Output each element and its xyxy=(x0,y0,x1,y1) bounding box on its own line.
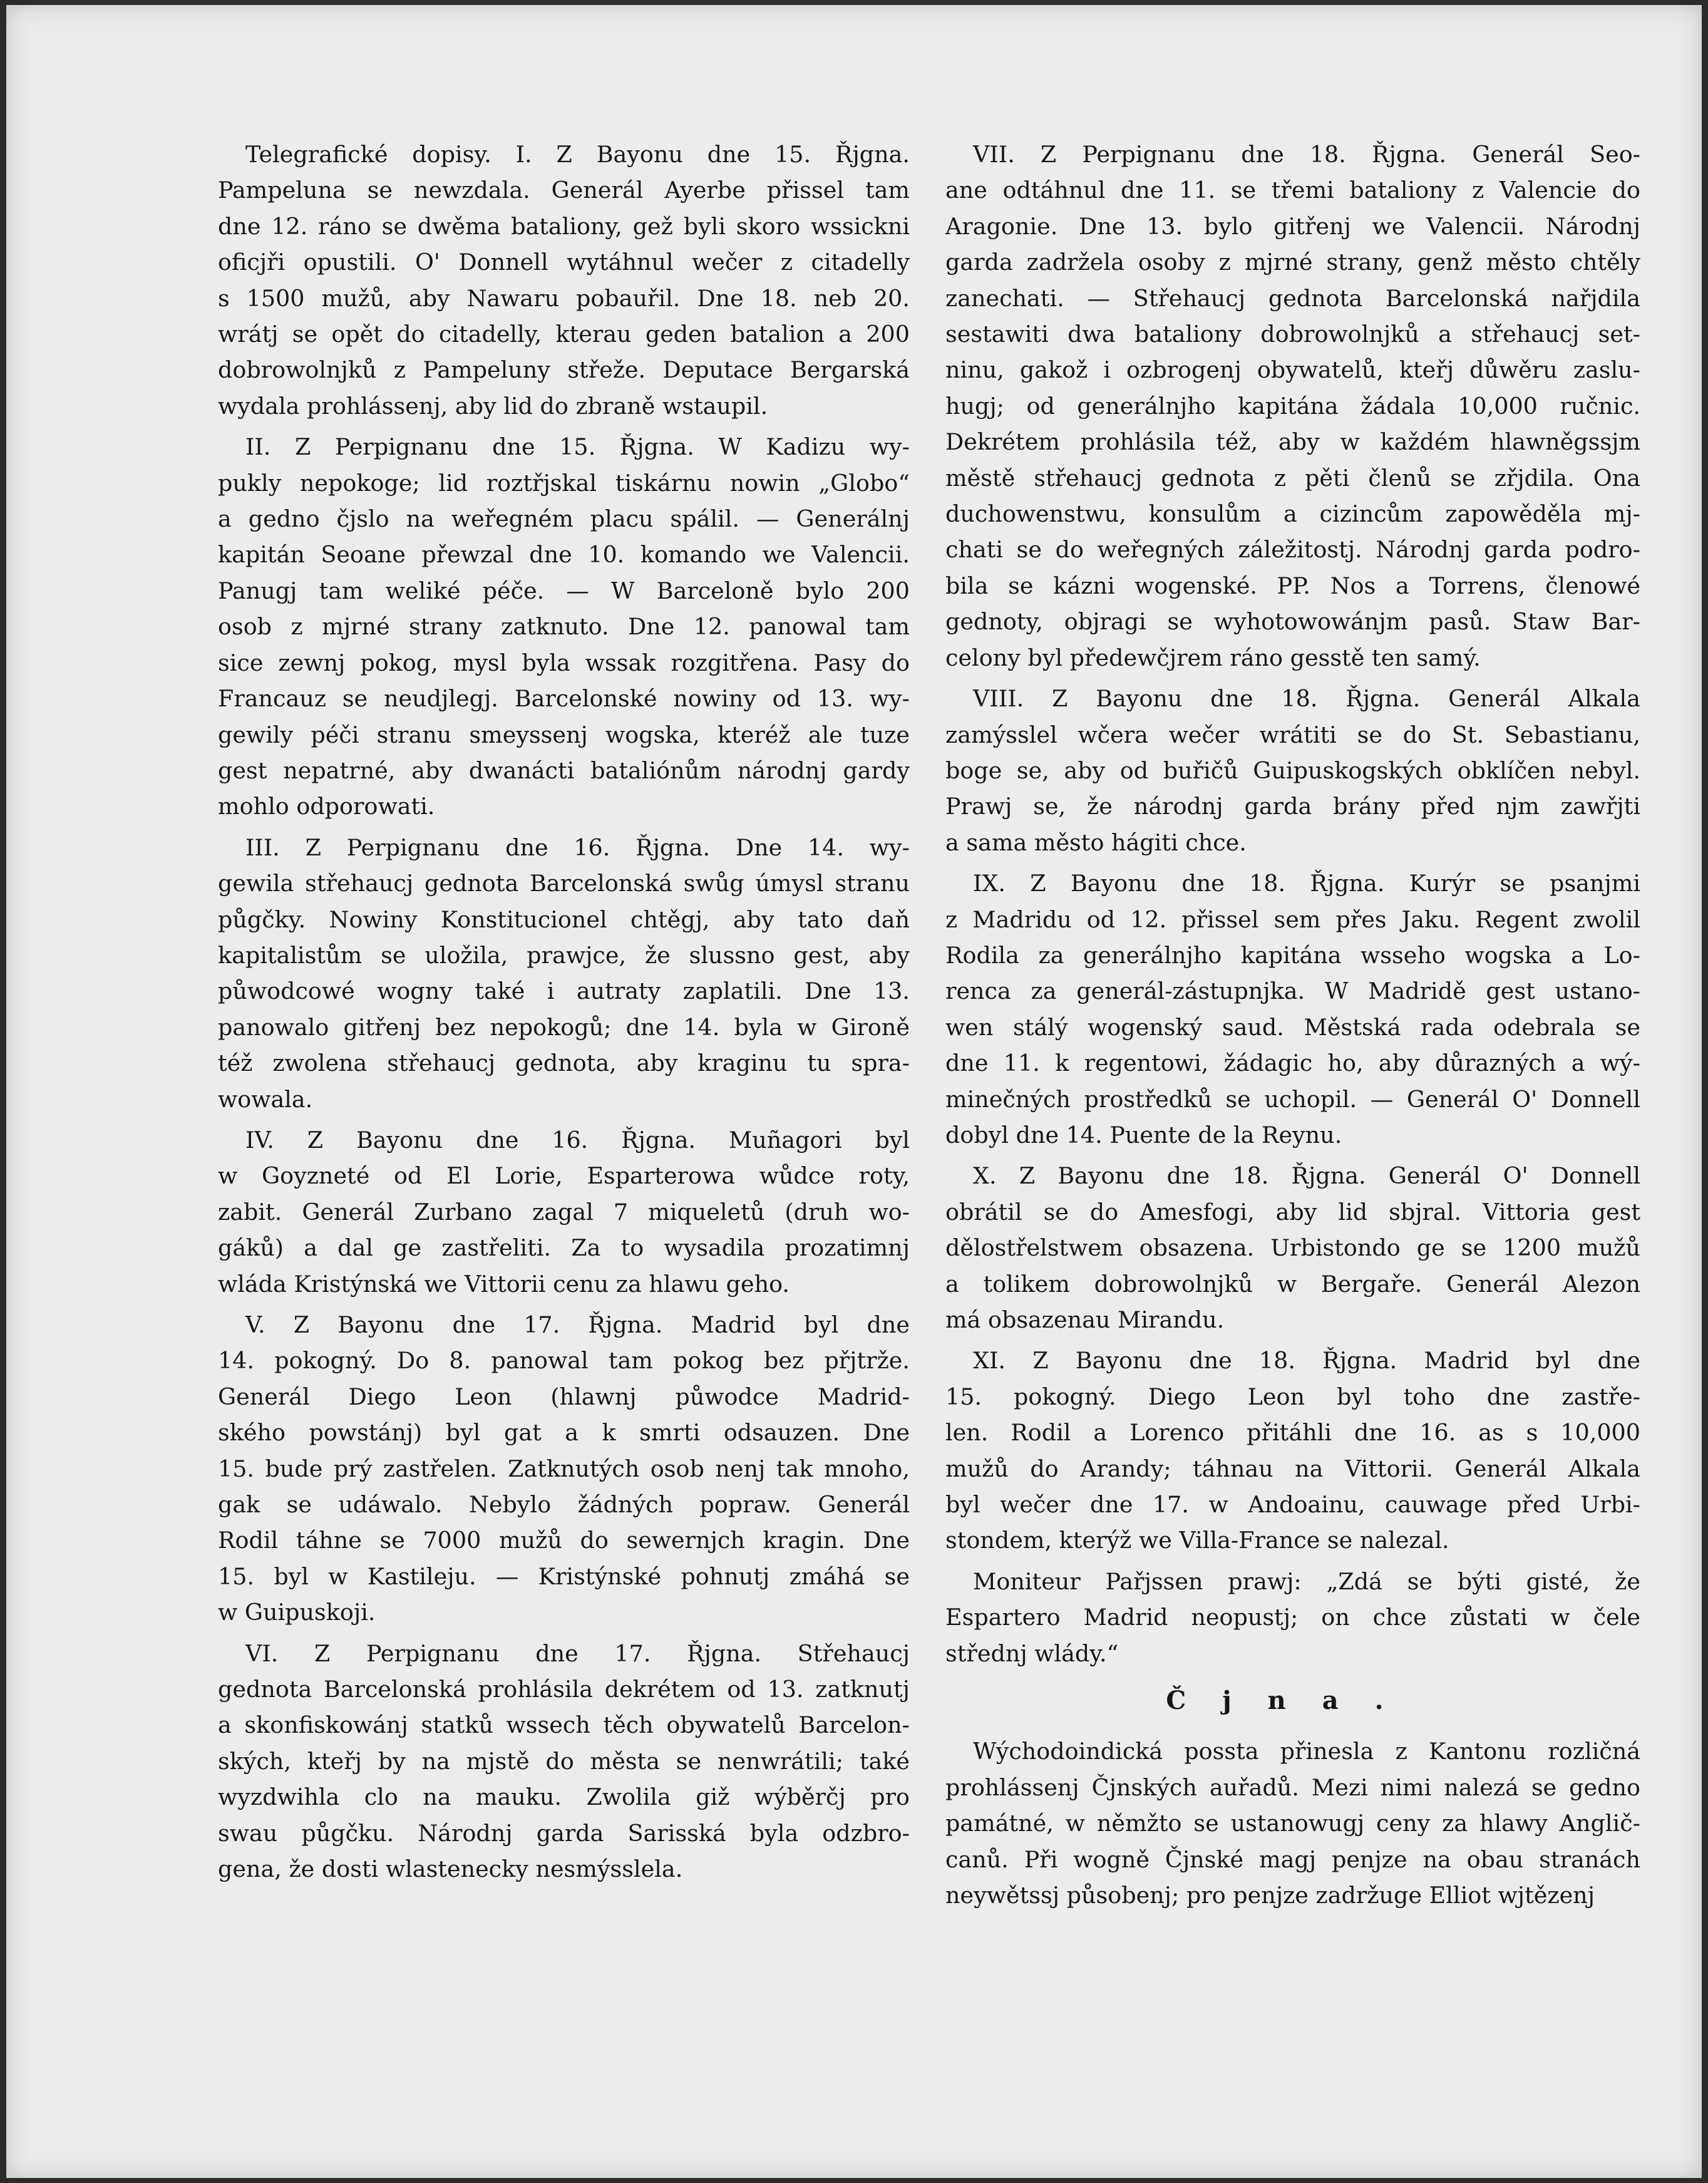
text-line: 15. bude prý zastřelen. Zatknutých osob nenj tak mnoho, xyxy=(218,1455,910,1482)
article-paragraph xyxy=(945,1343,1640,1558)
text-line: Generál Diego Leon (hlawnj půwodce Madrid- xyxy=(218,1383,910,1410)
text-line: w Goyzneté od El Lorie, Esparterowa wůdce roty, xyxy=(218,1162,910,1190)
text-line: VI. Z Perpignanu dne 17. Řjgna. Střehaucj xyxy=(245,1639,910,1667)
text-line: Prawj se, že národnj garda brány před njm zawřjti xyxy=(945,793,1640,820)
text-line: osob z mjrné strany zatknuto. Dne 12. panowal tam xyxy=(218,613,910,641)
article-paragraph xyxy=(945,865,1640,1153)
text-line: dne 11. k regentowi, žádagic ho, aby důrazných a wý- xyxy=(945,1050,1640,1077)
text-line: a sama město hágiti chce. xyxy=(945,828,1247,856)
text-line: sestawiti dwa bataliony dobrowolnjků a střehaucj set- xyxy=(945,321,1640,348)
article-paragraph xyxy=(945,1158,1640,1338)
text-line: wydala prohlássenj, aby lid do zbraně wstaupil. xyxy=(218,392,768,420)
text-line: Dekrétem prohlásila též, aby w každém hlawněgssjm xyxy=(945,428,1640,456)
text-line: prohlássenj Čjnských auřadů. Mezi nimi nalezá se gedno xyxy=(945,1773,1640,1801)
text-line: a gedno čjslo na weřegném placu spálil. — Generálnj xyxy=(218,505,910,533)
text-line: mohlo odporowati. xyxy=(218,793,435,820)
text-line: renca za generál-zástupnjka. W Madridě gest ustano- xyxy=(945,978,1640,1005)
text-line: s 1500 mužů, aby Nawaru pobauřil. Dne 18. neb 20. xyxy=(218,284,910,312)
text-line: len. Rodil a Lorenco přitáhli dne 16. as s 10,000 xyxy=(945,1419,1640,1447)
text-line: II. Z Perpignanu dne 15. Řjgna. W Kadizu wy- xyxy=(245,433,910,461)
text-line: hugj; od generálnjho kapitána žádala 10,000 ručnic. xyxy=(945,392,1640,420)
text-line: městě střehaucj gednota z pěti členů se zřjdila. Ona xyxy=(945,464,1640,492)
text-line: Rodil táhne se 7000 mužů do sewernjch kragin. Dne xyxy=(218,1527,910,1554)
text-line: památné, w němžto se ustanowugj ceny za hlawy Anglič- xyxy=(945,1810,1640,1837)
text-line: gena, že dosti wlastenecky nesmýsslela. xyxy=(218,1855,683,1883)
text-line: X. Z Bayonu dne 18. Řjgna. Generál O' Donnell xyxy=(973,1162,1640,1190)
text-line: ane odtáhnul dne 11. se třemi bataliony z Valencie do xyxy=(945,177,1640,204)
text-line: wláda Kristýnská we Vittorii cenu za hlawu geho. xyxy=(218,1270,790,1298)
text-line: w Guipuskoji. xyxy=(218,1599,376,1626)
text-line: pukly nepokoge; lid roztřjskal tiskárnu nowin „Globo“ xyxy=(218,469,910,497)
text-line: IX. Z Bayonu dne 18. Řjgna. Kurýr se psanjmi xyxy=(973,870,1640,897)
text-line: Moniteur Pařjssen prawj: „Zdá se býti gisté, že xyxy=(973,1567,1640,1595)
text-line: dělostřelstwem obsazena. Urbistondo ge se 1200 mužů xyxy=(945,1234,1640,1262)
text-line: 15. pokogný. Diego Leon byl toho dne zastře- xyxy=(945,1383,1640,1410)
text-line: stondem, kterýž we Villa-France se nalezal. xyxy=(945,1527,1449,1554)
text-line: wyzdwihla clo na mauku. Zwolila giž wýběrčj pro xyxy=(218,1783,910,1811)
text-line: ských, kteřj by na mjstě do města se nenwrátili; také xyxy=(218,1747,910,1775)
text-line: bila se kázni wogenské. PP. Nos a Torrens, členowé xyxy=(945,572,1640,599)
text-line: boge se, aby od buřičů Guipuskogských obklíčen nebyl. xyxy=(945,756,1640,784)
text-line: canů. Při wogně Čjnské magj penjze na obau stranách xyxy=(945,1845,1640,1873)
text-line: kapitán Seoane přewzal dne 10. komando we Valencii. xyxy=(218,541,910,569)
text-line: zanechati. — Střehaucj gednota Barcelonská nařjdila xyxy=(945,284,1640,312)
newspaper-page xyxy=(6,5,1702,2178)
text-line: půwodcowé wogny také i autraty zaplatili. Dne 13. xyxy=(218,978,910,1005)
text-line: duchowenstwu, konsulům a cizincům zapowěděla mj- xyxy=(945,500,1640,528)
text-line: oficjři opustili. O' Donnell wytáhnul wečer z citadelly xyxy=(218,249,910,276)
text-line: Panugj tam weliké péče. — W Barceloně bylo 200 xyxy=(218,577,910,604)
text-line: též zwolena střehaucj gednota, aby kraginu tu spra- xyxy=(218,1050,910,1077)
text-line: gednoty, objragi se wyhotowowánjm pasů. Staw Bar- xyxy=(945,608,1640,636)
text-line: sice zewnj pokog, mysl byla wssak rozgitřena. Pasy do xyxy=(218,649,910,676)
text-line: Rodila za generálnjho kapitána wsseho wogska a Lo- xyxy=(945,941,1640,969)
text-line: wowala. xyxy=(218,1085,313,1113)
text-line: swau půgčku. Národnj garda Sarisská byla odzbro- xyxy=(218,1819,910,1847)
text-line: Telegrafické dopisy. I. Z Bayonu dne 15. Řjgna. xyxy=(245,141,910,168)
text-line: z Madridu od 12. přissel sem přes Jaku. Regent zwolil xyxy=(945,906,1640,933)
text-line: dobyl dne 14. Puente de la Reynu. xyxy=(945,1121,1342,1148)
text-line: gest nepatrné, aby dwanácti bataliónům národnj gardy xyxy=(218,756,910,784)
text-line: má obsazenau Mirandu. xyxy=(945,1306,1225,1333)
article-paragraph xyxy=(945,1564,1640,1671)
text-line: mužů do Arandy; táhnau na Vittorii. Generál Alkala xyxy=(945,1455,1640,1482)
text-line: gáků) a dal ge zastřeliti. Za to wysadila prozatimnj xyxy=(218,1234,910,1262)
text-line: Espartero Madrid neopustj; on chce zůstati w čele xyxy=(945,1604,1640,1631)
text-line: VIII. Z Bayonu dne 18. Řjgna. Generál Alkala xyxy=(973,685,1640,713)
text-line: XI. Z Bayonu dne 18. Řjgna. Madrid byl dne xyxy=(973,1347,1640,1375)
china-paragraph xyxy=(945,1733,1640,1913)
article-paragraph xyxy=(218,137,910,424)
text-line: 14. pokogný. Do 8. panowal tam pokog bez přjtrže. xyxy=(218,1347,910,1375)
text-line: a tolikem dobrowolnjků w Bergaře. Generál Alezon xyxy=(945,1270,1640,1298)
article-paragraph xyxy=(218,1122,910,1302)
text-line: ského powstánj) byl gat a k smrti odsauzen. Dne xyxy=(218,1419,910,1447)
left-column xyxy=(218,137,910,1892)
text-line: byl wečer dne 17. w Andoainu, cauwage před Urbi- xyxy=(945,1491,1640,1519)
text-line: III. Z Perpignanu dne 16. Řjgna. Dne 14. wy- xyxy=(245,833,910,861)
article-paragraph xyxy=(218,1307,910,1631)
text-line: gednota Barcelonská prohlásila dekrétem od 13. zatknutj xyxy=(218,1676,910,1703)
text-line: Aragonie. Dne 13. bylo gitřenj we Valencii. Národnj xyxy=(945,212,1640,240)
text-line: kapitalistům se uložila, prawjce, že slussno gest, aby xyxy=(218,941,910,969)
text-line: Francauz se neudjlegj. Barcelonské nowiny od 13. wy- xyxy=(218,685,910,713)
text-line: wen stálý wogenský saud. Městská rada odebrala se xyxy=(945,1013,1640,1041)
text-line: VII. Z Perpignanu dne 18. Řjgna. Generál Seo- xyxy=(973,141,1640,168)
text-line: celony byl předewčjrem ráno gesstě ten samý. xyxy=(945,644,1481,671)
text-line: minečných prostředků se uchopil. — Generál O' Donnell xyxy=(945,1085,1640,1113)
text-line: IV. Z Bayonu dne 16. Řjgna. Muñagori byl xyxy=(245,1126,910,1153)
text-line: neywětssj působenj; pro penjze zadržuge Elliot wjtězenj xyxy=(945,1882,1595,1909)
text-line: střednj wlády.“ xyxy=(945,1639,1119,1667)
text-line: dobrowolnjků z Pampeluny střeže. Deputace Bergarská xyxy=(218,356,910,384)
text-line: V. Z Bayonu dne 17. Řjgna. Madrid byl dne xyxy=(245,1311,910,1338)
text-line: wrátj se opět do citadelly, kterau geden batalion a 200 xyxy=(218,321,910,348)
section-title: Čjna. xyxy=(1166,1686,1420,1716)
text-line: 15. byl w Kastileju. — Kristýnské pohnutj zmáhá se xyxy=(218,1562,910,1590)
text-line: Wýchodoindická possta přinesla z Kantonu rozličná xyxy=(973,1738,1640,1765)
text-line: zamýsslel wčera wečer wrátiti se do St. Sebastianu, xyxy=(945,721,1640,748)
text-line: půgčky. Nowiny Konstitucionel chtěgj, aby tato daň xyxy=(218,906,910,933)
text-line: gewily péči stranu smeyssenj wogska, kteréž ale tuze xyxy=(218,721,910,748)
text-line: chati se do weřegných záležitostj. Národnj garda podro- xyxy=(945,536,1640,564)
text-line: a skonfiskowánj statků wssech těch obywatelů Barcelon- xyxy=(218,1711,910,1739)
right-column xyxy=(945,137,1640,1919)
text-line: dne 12. ráno se dwěma bataliony, gež byli skoro wssickni xyxy=(218,212,910,240)
text-line: garda zadržela osoby z mjrné strany, genž město chtěly xyxy=(945,249,1640,276)
text-line: obrátil se do Amesfogi, aby lid sbjral. Vittoria gest xyxy=(945,1198,1640,1226)
article-paragraph xyxy=(945,681,1640,860)
text-line: ninu, gakož i ozbrogenj obywatelů, kteřj důwěru zaslu- xyxy=(945,356,1640,384)
text-line: gak se udáwalo. Nebylo žádných popraw. Generál xyxy=(218,1491,910,1519)
article-paragraph xyxy=(218,429,910,824)
text-line: Pampeluna se newzdala. Generál Ayerbe přissel tam xyxy=(218,177,910,204)
article-paragraph xyxy=(218,1636,910,1887)
article-paragraph xyxy=(218,830,910,1117)
text-line: panowalo gitřenj bez nepokogů; dne 14. byla w Gironě xyxy=(218,1013,910,1041)
article-paragraph xyxy=(945,137,1640,676)
text-line: gewila střehaucj gednota Barcelonská swůg úmysl stranu xyxy=(218,870,910,897)
text-line: zabit. Generál Zurbano zagal 7 miqueletů (druh wo- xyxy=(218,1198,910,1226)
